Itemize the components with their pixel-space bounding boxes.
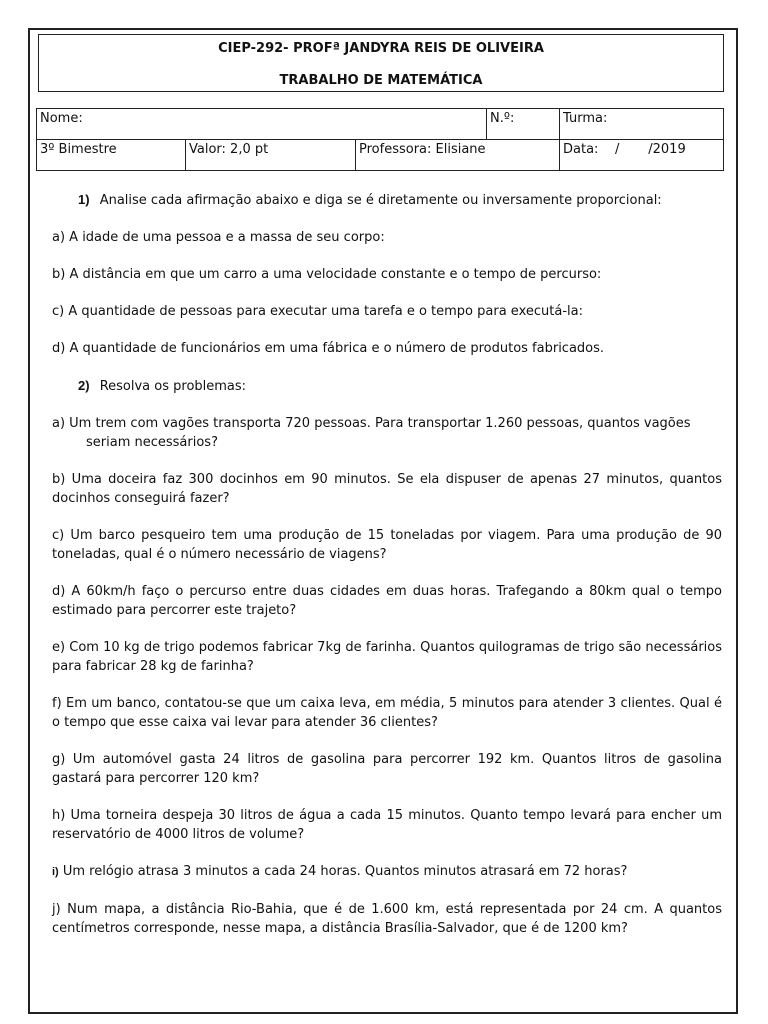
worksheet-header xyxy=(38,34,724,92)
q2-item-f: f) Em um banco, contatou-se que um caixa leva, em média, 5 minutos para atender 3 clientes. Qual é o tempo que esse caixa vai levar para atender 36 clientes? xyxy=(52,696,722,730)
q1-item-b: b) A distância em que um carro a uma velocidade constante e o tempo de percurso: xyxy=(52,267,602,282)
question-2-title xyxy=(52,376,722,396)
teacher-cell: Professora: Elisiane xyxy=(356,140,560,171)
q2-item-g: g) Um automóvel gasta 24 litros de gasolina para percorrer 192 km. Quantos litros de gasolina gastará para percorrer 120 km? xyxy=(52,752,722,786)
question-1-title xyxy=(52,190,722,210)
class-field[interactable]: Turma: xyxy=(560,109,724,140)
worksheet-content xyxy=(52,190,722,956)
q2-item-b: b) Uma doceira faz 300 docinhos em 90 minutos. Se ela dispuser de apenas 27 minutos, quantos docinhos conseguirá fazer? xyxy=(52,472,722,506)
q2-item-j: j) Num mapa, a distância Rio-Bahia, que é de 1.600 km, está representada por 24 cm. A quantos centímetros corresponde, nesse mapa, a distância Brasília-Salvador, que é de 1200 km? xyxy=(52,902,722,936)
q1-item-c: c) A quantidade de pessoas para executar uma tarefa e o tempo para executá-la: xyxy=(52,304,583,319)
question-1-number: 1) xyxy=(78,192,90,207)
question-1-prompt: Analise cada afirmação abaixo e diga se é diretamente ou inversamente proporcional: xyxy=(99,193,662,208)
q2-item-i-text: Um relógio atrasa 3 minutos a cada 24 horas. Quantos minutos atrasará em 72 horas? xyxy=(62,864,628,879)
school-name: CIEP-292- PROFª JANDYRA REIS DE OLIVEIRA xyxy=(218,41,544,56)
question-2-prompt: Resolva os problemas: xyxy=(99,379,247,394)
question-2-number: 2) xyxy=(78,378,90,393)
q1-item-d: d) A quantidade de funcionários em uma fábrica e o número de produtos fabricados. xyxy=(52,341,605,356)
bimester-cell: 3º Bimestre xyxy=(37,140,186,171)
name-field[interactable]: Nome: xyxy=(37,109,487,140)
q2-item-i-label: i) xyxy=(52,866,59,878)
date-field[interactable]: Data: / /2019 xyxy=(560,140,724,171)
q2-item-e: e) Com 10 kg de trigo podemos fabricar 7kg de farinha. Quantos quilogramas de trigo são necessários para fabricar 28 kg de farinha? xyxy=(52,640,722,674)
worksheet-title: TRABALHO DE MATEMÁTICA xyxy=(279,73,483,88)
value-cell: Valor: 2,0 pt xyxy=(186,140,356,171)
q2-item-a: a) Um trem com vagões transporta 720 pessoas. Para transportar 1.260 pessoas, quantos vagões seriam necessários? xyxy=(52,416,691,450)
q2-item-h: h) Uma torneira despeja 30 litros de água a cada 15 minutos. Quanto tempo levará para encher um reservatório de 4000 litros de volume? xyxy=(52,808,722,842)
student-info-table xyxy=(36,108,724,171)
q2-item-i xyxy=(52,862,722,882)
q2-item-c: c) Um barco pesqueiro tem uma produção de 15 toneladas por viagem. Para uma produção de 90 toneladas, qual é o número necessário de viagens? xyxy=(52,528,722,562)
q2-item-d: d) A 60km/h faço o percurso entre duas cidades em duas horas. Trafegando a 80km qual o tempo estimado para percorrer este trajeto? xyxy=(52,584,722,618)
q1-item-a: a) A idade de uma pessoa e a massa de seu corpo: xyxy=(52,230,385,245)
number-field[interactable]: N.º: xyxy=(487,109,560,140)
